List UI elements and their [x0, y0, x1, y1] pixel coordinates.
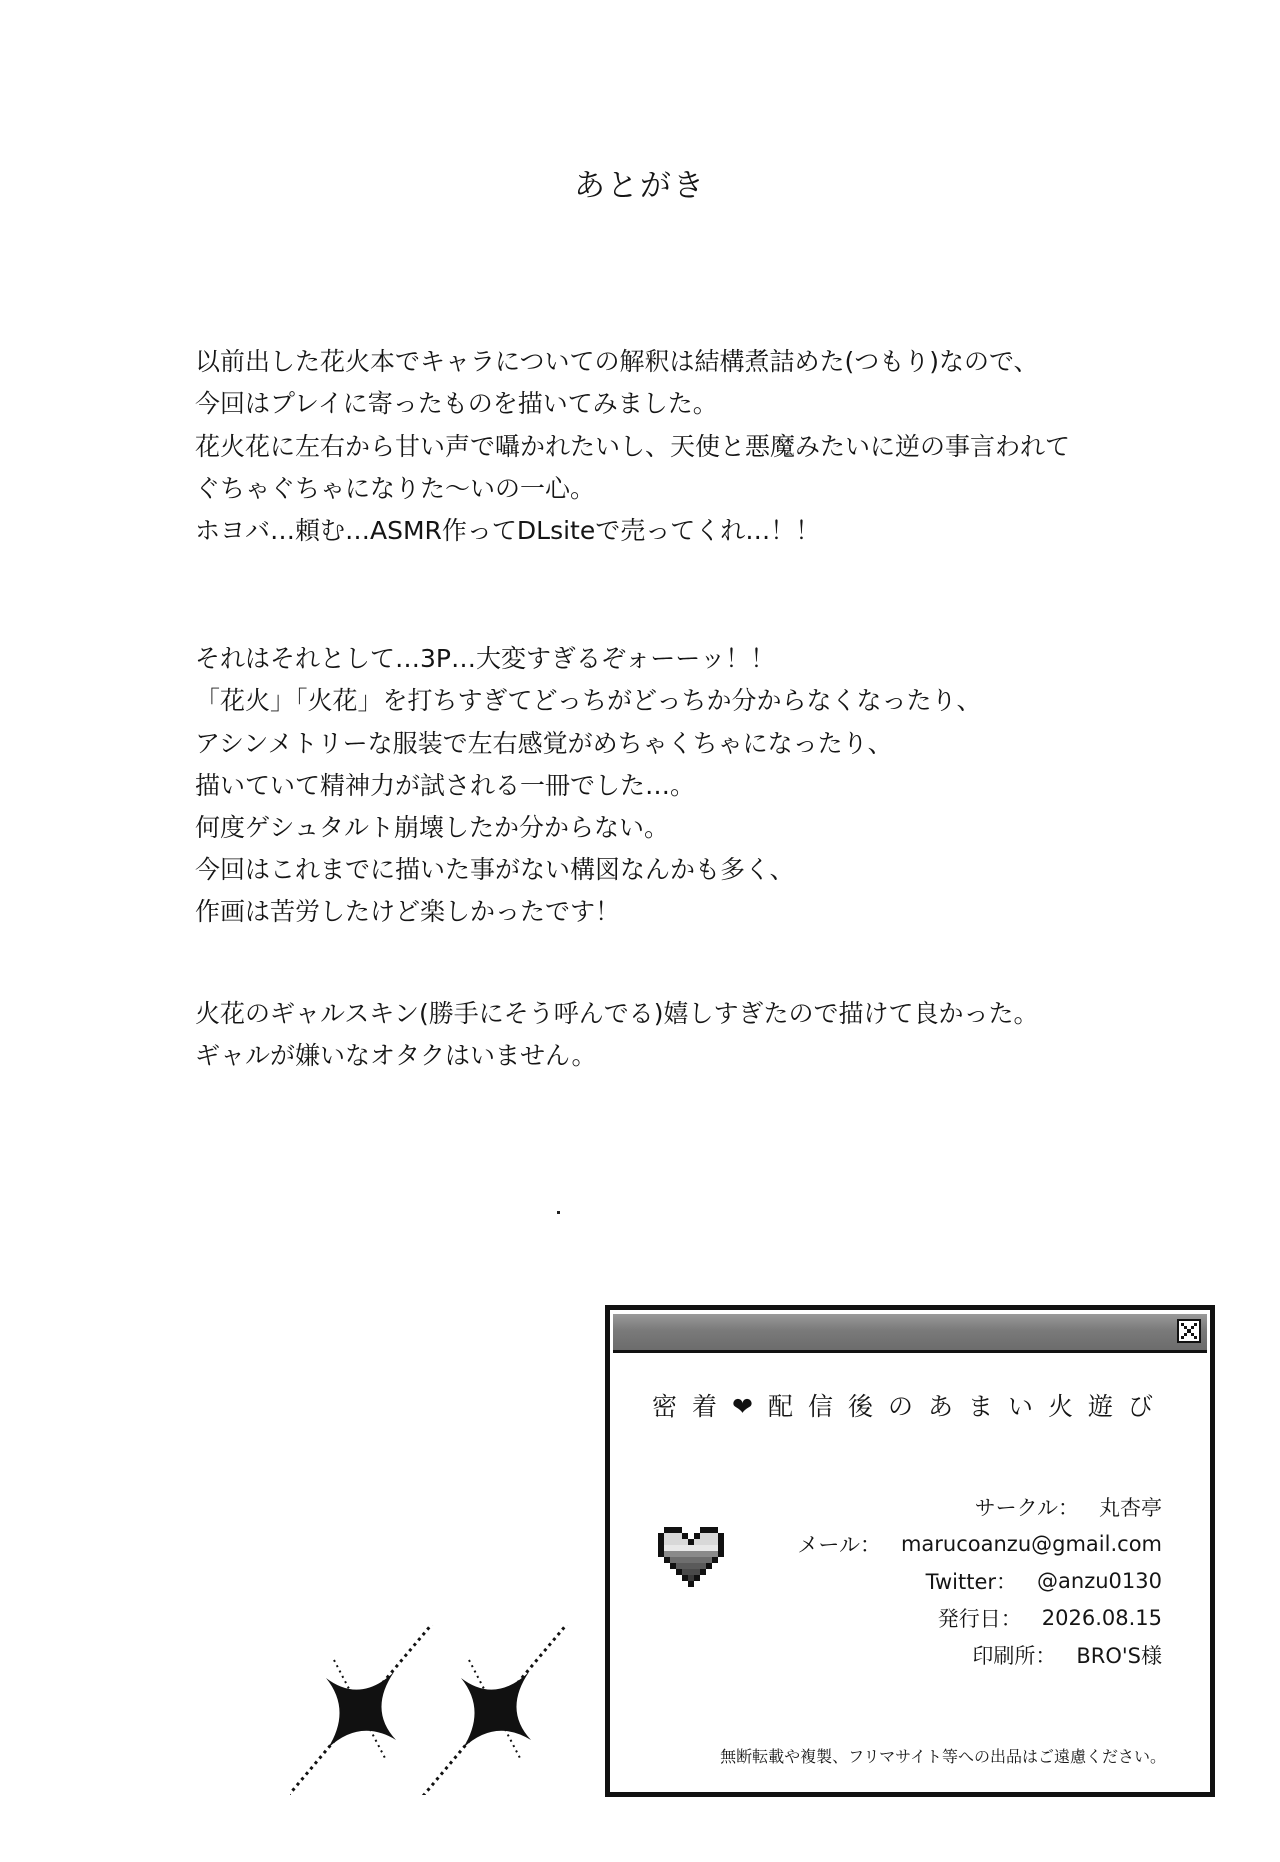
sparkle-left	[290, 1625, 432, 1795]
text-line: 火花のギャルスキン(勝手にそう呼んでる)嬉しすぎたので描けて良かった。	[195, 999, 1039, 1028]
sparkle-icon	[290, 1625, 610, 1795]
afterword-paragraph-1	[195, 341, 1095, 552]
row-label: Twitter：	[925, 1569, 1018, 1594]
colophon-row-circle	[797, 1488, 1162, 1525]
colophon-row-printer	[797, 1636, 1162, 1673]
row-value: 丸杏亭	[1099, 1495, 1162, 1520]
colophon-info	[797, 1488, 1162, 1673]
row-label: 印刷所：	[972, 1643, 1057, 1668]
sparkle-right	[423, 1625, 567, 1795]
row-label: メール：	[797, 1532, 881, 1557]
text-line: それはそれとして…3P…大変すぎるぞォーーッ！！	[195, 644, 776, 673]
text-line: 花火花に左右から甘い声で囁かれたいし、天使と悪魔みたいに逆の事言われて	[195, 431, 1071, 461]
text-line: ギャルが嫌いなオタクはいません。	[195, 1041, 597, 1071]
afterword-paragraph-3	[195, 849, 1095, 934]
row-value: @anzu0130	[1037, 1568, 1162, 1593]
text-line: 今回はこれまでに描いた事がない構図なんかも多く、	[195, 855, 795, 884]
row-value: 2026.08.15	[1041, 1605, 1162, 1630]
text-line: 以前出した花火本でキャラについての解釈は結構煮詰めた(つもり)なので、	[195, 347, 1039, 376]
book-title	[610, 1387, 1210, 1423]
heart-icon: ❤	[732, 1392, 768, 1421]
colophon-row-twitter	[797, 1562, 1162, 1599]
row-label: サークル：	[974, 1495, 1079, 1520]
row-value: BRO'S様	[1076, 1643, 1162, 1668]
text-line: ホヨバ…頼む…ASMR作ってDLsiteで売ってくれ…！！	[195, 516, 821, 546]
window-titlebar	[613, 1314, 1207, 1353]
text-line: 作画は苦労したけど楽しかったです！	[195, 897, 621, 927]
row-label: 発行日：	[937, 1606, 1022, 1631]
stray-dot	[557, 1211, 560, 1214]
pixel-heart-icon	[658, 1527, 730, 1599]
text-line: 「花火」「火花」を打ちすぎてどっちがどっちか分からなくなったり、	[195, 686, 982, 716]
text-line: 何度ゲシュタルト崩壊したか分からない。	[195, 813, 670, 843]
copyright-notice: 無断転載や複製、フリマサイト等への出品はご遠慮ください。	[720, 1747, 1166, 1766]
page-title: あとがき	[574, 168, 706, 204]
book-title-part1: 密着	[652, 1392, 733, 1421]
colophon-row-date	[797, 1599, 1162, 1636]
row-value: marucoanzu@gmail.com	[900, 1531, 1162, 1556]
close-icon[interactable]	[1177, 1319, 1201, 1343]
colophon-row-mail	[797, 1525, 1162, 1562]
text-line: アシンメトリーな服装で左右感覚がめちゃくちゃになったり、	[195, 728, 893, 758]
text-line: 今回はプレイに寄ったものを描いてみました。	[195, 389, 718, 419]
colophon-window	[605, 1305, 1215, 1797]
text-line: 描いていて精神力が試される一冊でした…。	[195, 770, 696, 800]
afterword-paragraph-2	[195, 638, 1095, 849]
afterword-paragraph-4	[195, 993, 1095, 1078]
text-line: ぐちゃぐちゃになりた〜いの一心。	[195, 473, 596, 503]
book-title-part2: 配信後のあまい火遊び	[767, 1392, 1168, 1421]
